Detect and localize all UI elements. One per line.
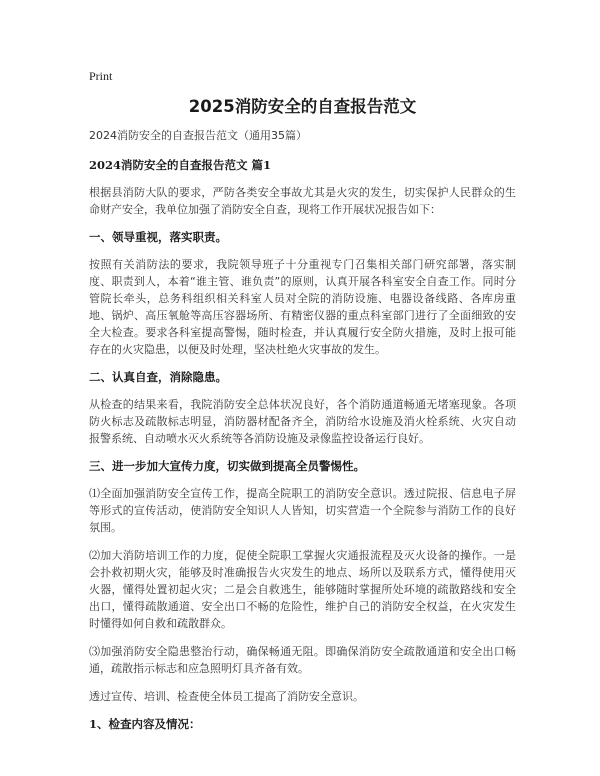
- paragraph: 从检查的结果来看，我院消防安全总体状况良好，各个消防通道畅通无堵塞现象。各项防火标志及疏散标志明显，消防器材配备齐全，消防给水设施及消火栓系统、火灾自动报警系统、自动喷水灭火系统等各消防设施及录像监控设备运行良好。: [89, 398, 516, 445]
- document-body: [89, 184, 516, 732]
- paragraph: 根据县消防大队的要求，严防各类安全事故尤其是火灾的发生，切实保护人民群众的生命财产安全，我单位加强了消防安全自查，现将工作开展状况报告如下：: [89, 186, 516, 216]
- section-heading: 2024消防安全的自查报告范文 篇1: [89, 158, 272, 172]
- paragraph: ⑶加强消防安全隐患整治行动，确保畅通无阻。即确保消防安全疏散通道和安全出口畅通，疏散指示标志和应急照明灯具齐备有效。: [89, 645, 516, 675]
- document-title: 2025消防安全的自查报告范文: [188, 97, 417, 116]
- paragraph: 按照有关消防法的要求，我院领导班子十分重视专门召集相关部门研究部署，落实制度、职责到人，本着“谁主管、谁负责”的原则，认真开展各科室安全自查工作。同时分管院长牵头，总务科组织相关科室人员对全院的消防设施、电器设备线路、各库房重地、锅炉、高压氧舱等高压容器场所、有精密仪器的重点科室部门进行了全面细致的安全大检查。要求各科室提高警惕，随时检查，并认真履行安全防火措施，及时上报可能存在的火灾隐患，以便及时处理，坚决杜绝火灾事故的发生。: [89, 258, 516, 356]
- subheading: 1、检查内容及情况：: [89, 717, 201, 731]
- paragraph: ⑵加大消防培训工作的力度，促使全院职工掌握火灾通报流程及灭火设备的操作。一是会扑救初期火灾，能够及时准确报告火灾发生的地点、场所以及联系方式，懂得使用灭火器，懂得处置初起火灾；二是会自救逃生，能够随时掌握所处环境的疏散路线和安全出口，懂得疏散通道、安全出口不畅的危险性，维护自己的消防安全权益，在火灾发生时懂得如何自救和疏散群众。: [89, 549, 516, 630]
- subheading: 二、认真自查，消除隐患。: [89, 370, 227, 384]
- document-subtitle: 2024消防安全的自查报告范文（通用35篇）: [89, 129, 307, 142]
- paragraph: 透过宣传、培训、检查使全体员工提高了消防安全意识。: [89, 690, 364, 703]
- subheading: 一、领导重视，落实职责。: [89, 230, 227, 244]
- paragraph: ⑴全面加强消防安全宣传工作，提高全院职工的消防安全意识。透过院报、信息电子屏等形式的宣传活动，使消防安全知识人人皆知，切实营造一个全院参与消防工作的良好氛围。: [89, 487, 516, 534]
- print-link[interactable]: Print: [89, 69, 113, 83]
- subheading: 三、进一步加大宣传力度，切实做到提高全员警惕性。: [89, 459, 365, 473]
